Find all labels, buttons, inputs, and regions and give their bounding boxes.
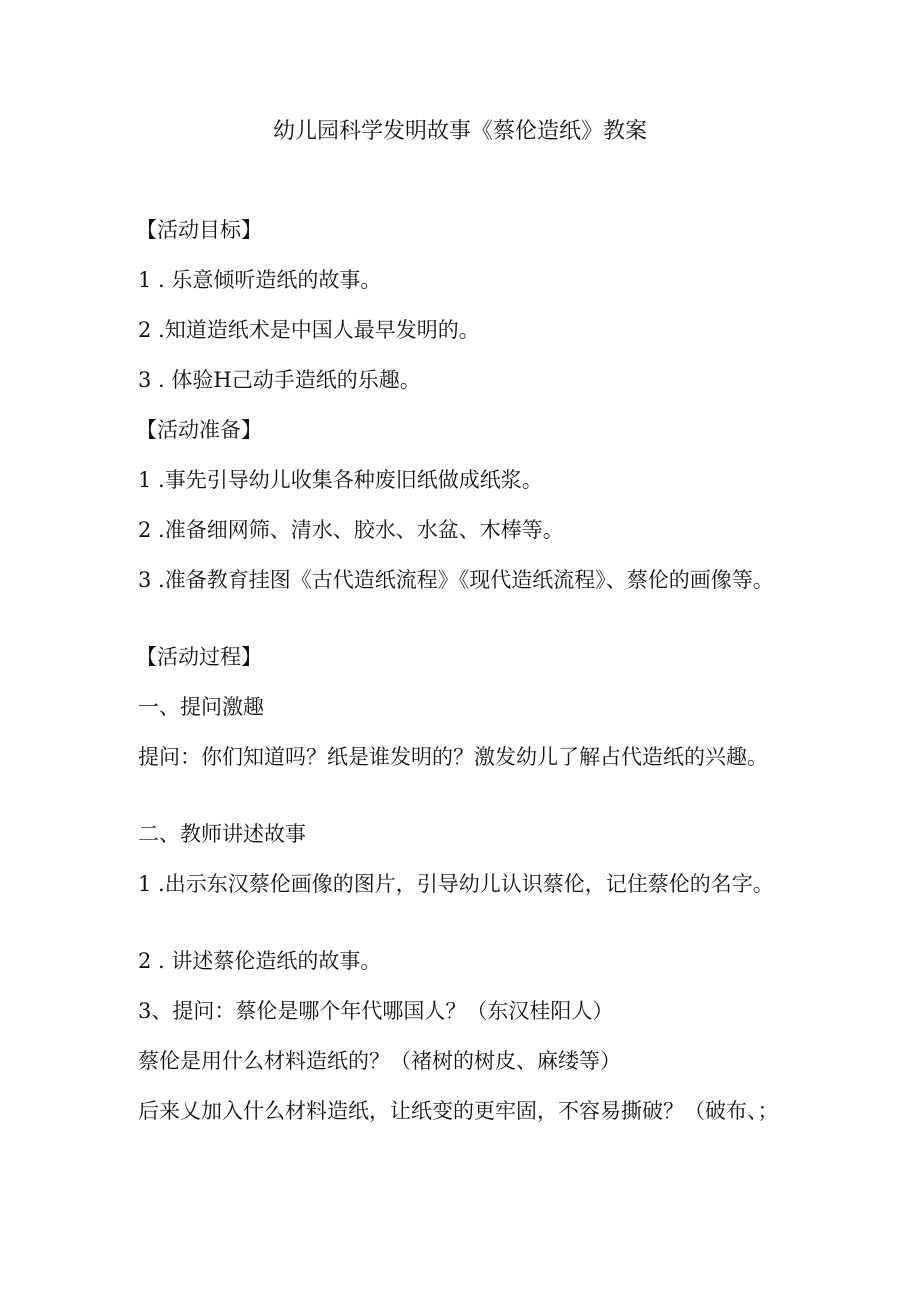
preparation-item-3: 3 .准备教育挂图《古代造纸流程》《现代造纸流程》、蔡伦的画像等。 [138,568,774,592]
section-heading-activity-process: 【活动过程】 [136,645,262,669]
goal-item-3: 3 . 体验H己动手造纸的乐趣。 [138,368,421,392]
story-item-3: 3、提问：蔡伦是哪个年代哪国人？（东汉桂阳人） [138,999,614,1023]
process-question-paragraph: 提问：你们知道吗？纸是谁发明的？激发幼儿了解占代造纸的兴趣。 [138,745,768,769]
section-heading-activity-goals: 【活动目标】 [136,218,262,242]
process-step-heading-1: 一、提问激趣 [138,695,264,719]
story-question-added-materials: 后来乂加入什么材料造纸，让纸变的更牢固，不容易撕破？（破布、； [138,1099,779,1123]
section-heading-activity-preparation: 【活动准备】 [136,418,262,442]
goal-item-2: 2 .知道造纸术是中国人最早发明的。 [138,318,480,342]
goal-item-1: 1 . 乐意倾听造纸的故事。 [138,268,382,292]
preparation-item-2: 2 .准备细网筛、清水、胶水、水盆、木棒等。 [138,518,564,542]
story-item-2: 2 . 讲述蔡伦造纸的故事。 [138,949,382,973]
preparation-item-1: 1 .事先引导幼儿收集各种废旧纸做成纸浆。 [138,468,543,492]
story-question-materials: 蔡伦是用什么材料造纸的？（褚树的树皮、麻缕等） [138,1049,621,1073]
story-item-1: 1 .出示东汉蔡伦画像的图片，引导幼儿认识蔡伦，记住蔡伦的名字。 [138,872,774,896]
process-step-heading-2: 二、教师讲述故事 [138,822,306,846]
document-title: 幼儿园科学发明故事《蔡伦造纸》教案 [272,119,647,144]
